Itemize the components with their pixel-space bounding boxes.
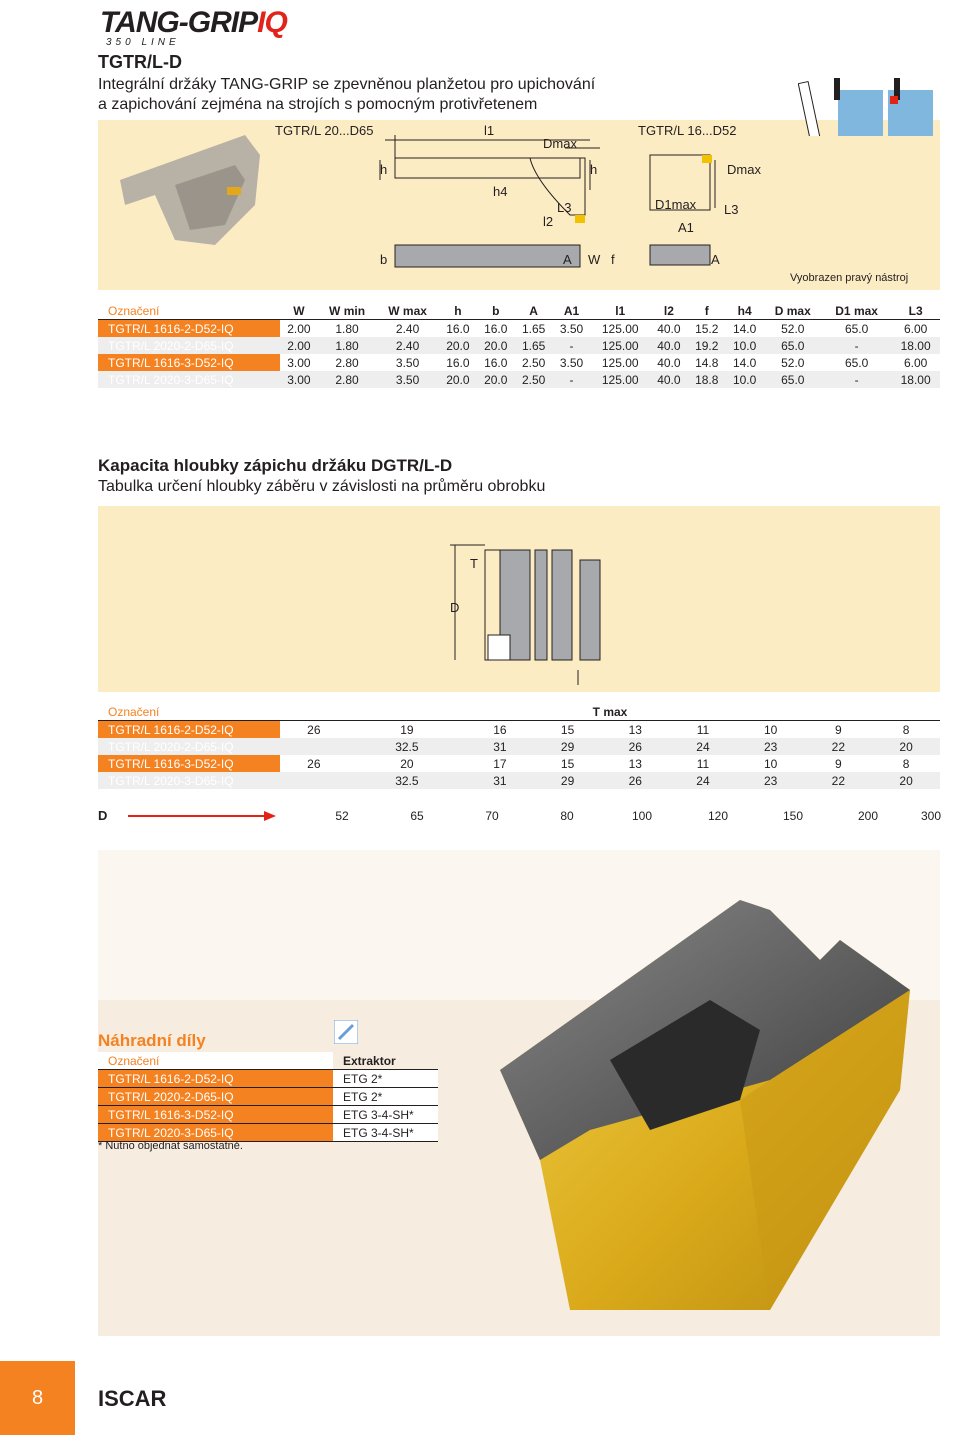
- dim-label: Dmax: [727, 162, 761, 177]
- value-cell: 11: [696, 722, 710, 737]
- d-scale-value: 200: [857, 809, 879, 823]
- value-cell: 2.80: [318, 371, 376, 388]
- diameter-scale: [98, 806, 940, 826]
- value-cell: 2.50: [521, 355, 546, 370]
- value-cell: 26: [307, 756, 321, 771]
- product-code-cell: TGTR/L 2020-2-D65-IQ: [98, 337, 280, 354]
- value-cell: 65.0: [764, 337, 822, 354]
- page-number: 8: [0, 1361, 75, 1435]
- value-cell: 20: [872, 772, 940, 789]
- d-scale-value: 65: [410, 809, 424, 823]
- product-code-cell: TGTR/L 2020-2-D65-IQ: [98, 1088, 333, 1106]
- header-cell: W: [293, 303, 305, 318]
- tmax-row: [98, 755, 940, 772]
- tmax-row: [98, 721, 940, 739]
- value-cell: 15: [560, 756, 575, 771]
- header-cell: Označení: [98, 1052, 333, 1070]
- value-cell: 24: [669, 738, 737, 755]
- tmax-row: [98, 738, 940, 755]
- value-cell: -: [822, 371, 891, 388]
- value-cell: 13: [628, 756, 642, 771]
- value-cell: 3.50: [559, 355, 584, 370]
- spec-row: [98, 337, 940, 354]
- extractor-cell: ETG 2*: [333, 1088, 438, 1106]
- value-cell: 22: [805, 772, 873, 789]
- value-cell: 17: [493, 756, 507, 771]
- d-scale-value: 70: [485, 809, 499, 823]
- value-cell: 2.00: [280, 337, 318, 354]
- value-cell: 20: [872, 738, 940, 755]
- spec-header-row: [98, 302, 940, 320]
- value-cell: 52.0: [781, 321, 805, 336]
- dim-label: l1: [484, 123, 495, 138]
- value-cell: 10.0: [726, 371, 764, 388]
- dim-label: A1: [678, 220, 694, 235]
- value-cell: 2.40: [376, 337, 439, 354]
- value-cell: 3.50: [559, 321, 584, 336]
- spec-row: [98, 354, 940, 371]
- header-cell: A: [529, 303, 538, 318]
- dim-label: l2: [543, 214, 554, 229]
- parts-title: Náhradní díly: [98, 1031, 206, 1050]
- value-cell: 52.0: [781, 355, 805, 370]
- header-cell: l1: [615, 303, 626, 318]
- value-cell: 14.0: [732, 355, 757, 370]
- product-code-cell: TGTR/L 2020-2-D65-IQ: [98, 738, 280, 755]
- value-cell: 1.65: [521, 321, 546, 336]
- value-cell: 40.0: [650, 337, 688, 354]
- dim-label: h4: [493, 184, 508, 199]
- value-cell: 10.0: [726, 337, 764, 354]
- drawing-label-left: TGTR/L 20...D65: [275, 123, 374, 138]
- extractor-icon: [334, 1020, 358, 1044]
- value-cell: 14.0: [732, 321, 757, 336]
- parts-row: [98, 1106, 438, 1124]
- d-scale-value: 120: [707, 809, 729, 823]
- header-cell: h4: [737, 303, 752, 318]
- value-cell: 19: [400, 722, 414, 737]
- value-cell: 16.0: [484, 321, 508, 336]
- value-cell: 19.2: [688, 337, 726, 354]
- value-cell: 16.0: [484, 355, 508, 370]
- value-cell: 2.00: [287, 321, 311, 336]
- parts-row: [98, 1070, 438, 1088]
- value-cell: 18.8: [688, 371, 726, 388]
- page-title: TGTR/L-D: [98, 52, 182, 72]
- product-code-cell: TGTR/L 1616-2-D52-IQ: [98, 320, 280, 338]
- value-cell: 8: [902, 756, 910, 771]
- value-cell: 9: [835, 756, 842, 771]
- extractor-cell: ETG 2*: [333, 1070, 438, 1088]
- value-cell: 13: [628, 722, 642, 737]
- value-cell: 26: [601, 772, 669, 789]
- value-cell: 26: [307, 722, 321, 737]
- section-subtitle: Tabulka určení hloubky záběru v závislosti na průměru obrobku: [98, 478, 546, 495]
- product-code-cell: TGTR/L 2020-3-D65-IQ: [98, 772, 280, 789]
- value-cell: 11: [696, 756, 710, 771]
- value-cell: [280, 772, 348, 789]
- product-code-cell: TGTR/L 1616-3-D52-IQ: [98, 755, 280, 772]
- value-cell: 3.00: [280, 371, 318, 388]
- dim-label: f: [611, 252, 615, 267]
- dim-label: h: [590, 162, 598, 177]
- value-cell: 3.50: [376, 371, 439, 388]
- tang-grip-logo: TANG-GRIPIQ 350 LINE: [100, 6, 287, 48]
- product-code-cell: TGTR/L 1616-2-D52-IQ: [98, 721, 280, 739]
- value-cell: 29: [534, 772, 602, 789]
- d-scale-value: 150: [782, 809, 804, 823]
- intro-text: Integrální držáky TANG-GRIP se zpevněnou planžetou pro upichování a zapichování zejména na strojích s pomocným protivřetenem: [98, 76, 596, 113]
- value-cell: 22: [805, 738, 873, 755]
- drawing-label-right: TGTR/L 16...D52: [638, 123, 737, 138]
- value-cell: 3.00: [287, 355, 311, 370]
- depth-label-d: D: [450, 600, 460, 615]
- grooving-insert-image: [440, 880, 920, 1320]
- value-cell: 14.8: [695, 355, 719, 370]
- d-scale-value: 80: [560, 809, 574, 823]
- extractor-cell: ETG 3-4-SH*: [333, 1106, 438, 1124]
- dim-label: A: [563, 252, 572, 267]
- value-cell: 125.00: [590, 371, 650, 388]
- d-scale-value: 300: [920, 809, 942, 823]
- value-cell: 1.65: [515, 337, 553, 354]
- iscar-logo: ISCAR: [98, 1386, 167, 1411]
- dim-label: b: [380, 252, 388, 267]
- value-cell: 1.80: [318, 337, 376, 354]
- value-cell: 10: [763, 722, 778, 737]
- right-hand-tool-icon: [798, 78, 938, 136]
- dim-label: W: [588, 252, 601, 267]
- depth-diagram: [440, 540, 620, 690]
- value-cell: -: [553, 371, 591, 388]
- value-cell: 16: [493, 722, 507, 737]
- value-cell: 24: [669, 772, 737, 789]
- value-cell: 10: [763, 756, 778, 771]
- value-cell: 32.5: [348, 738, 466, 755]
- value-cell: 6.00: [903, 321, 928, 336]
- value-cell: 16.0: [446, 321, 470, 336]
- parts-row: [98, 1088, 438, 1106]
- value-cell: 8: [902, 722, 910, 737]
- header-cell: T max: [592, 704, 628, 719]
- value-cell: 65.0: [764, 371, 822, 388]
- product-code-cell: TGTR/L 1616-2-D52-IQ: [98, 1070, 333, 1088]
- header-cell: D1 max: [835, 303, 878, 318]
- d-scale-value: 52: [335, 809, 349, 823]
- d-scale-value: 100: [631, 809, 653, 823]
- header-cell: f: [704, 303, 709, 318]
- tool-holder-photo: [115, 125, 265, 265]
- product-code-cell: TGTR/L 2020-3-D65-IQ: [98, 1124, 333, 1142]
- value-cell: 20: [400, 756, 414, 771]
- value-cell: 20.0: [439, 337, 477, 354]
- parts-header-row: [98, 1052, 438, 1070]
- header-cell: D max: [774, 303, 811, 318]
- red-arrow-icon: [128, 809, 278, 823]
- value-cell: 15.2: [695, 321, 719, 336]
- value-cell: -: [822, 337, 891, 354]
- value-cell: 26: [601, 738, 669, 755]
- value-cell: 65.0: [844, 355, 869, 370]
- value-cell: 20.0: [439, 371, 477, 388]
- value-cell: 20.0: [477, 371, 515, 388]
- value-cell: 2.80: [335, 355, 359, 370]
- dim-label: L3: [557, 200, 572, 215]
- spec-row: [98, 320, 940, 338]
- header-cell: l2: [663, 303, 674, 318]
- tmax-table: [98, 703, 940, 789]
- header-cell: h: [454, 303, 462, 318]
- spec-row: [98, 371, 940, 388]
- value-cell: [280, 738, 348, 755]
- value-cell: 1.80: [335, 321, 359, 336]
- technical-drawing: [270, 120, 940, 290]
- dim-label: Dmax: [543, 136, 577, 151]
- header-cell: W min: [329, 303, 366, 318]
- product-code-cell: TGTR/L 1616-3-D52-IQ: [98, 1106, 333, 1124]
- header-cell: Označení: [98, 302, 280, 320]
- value-cell: 29: [534, 738, 602, 755]
- value-cell: 6.00: [903, 355, 928, 370]
- value-cell: 18.00: [891, 337, 940, 354]
- parts-row: [98, 1124, 438, 1142]
- value-cell: 3.50: [395, 355, 420, 370]
- extractor-cell: ETG 3-4-SH*: [333, 1124, 438, 1142]
- value-cell: 65.0: [844, 321, 869, 336]
- header-cell: Označení: [98, 703, 280, 721]
- d-scale-label: D: [98, 808, 108, 823]
- value-cell: 23: [737, 738, 805, 755]
- section-title: Kapacita hloubky zápichu držáku DGTR/L-D: [98, 456, 453, 475]
- value-cell: 18.00: [891, 371, 940, 388]
- dim-label: h: [380, 162, 388, 177]
- dim-label: D1max: [655, 197, 697, 212]
- parts-table: [98, 1052, 438, 1142]
- value-cell: 16.0: [446, 355, 470, 370]
- value-cell: 40.0: [650, 371, 688, 388]
- value-cell: 2.50: [515, 371, 553, 388]
- depth-label-t: T: [470, 556, 478, 571]
- dim-label: A: [711, 252, 720, 267]
- value-cell: 2.40: [395, 321, 420, 336]
- header-cell: b: [492, 303, 500, 318]
- product-code-cell: TGTR/L 1616-3-D52-IQ: [98, 354, 280, 371]
- dim-label: L3: [724, 202, 739, 217]
- value-cell: -: [553, 337, 591, 354]
- value-cell: 23: [737, 772, 805, 789]
- value-cell: 40.0: [657, 321, 681, 336]
- tmax-row: [98, 772, 940, 789]
- value-cell: 125.00: [601, 321, 639, 336]
- header-cell: L3: [908, 303, 923, 318]
- header-cell: A1: [563, 303, 580, 318]
- value-cell: 125.00: [590, 337, 650, 354]
- footnote: * Nutno objednat samostatně.: [98, 1140, 243, 1152]
- value-cell: 125.00: [601, 355, 639, 370]
- value-cell: 31: [466, 738, 534, 755]
- product-code-cell: TGTR/L 2020-3-D65-IQ: [98, 371, 280, 388]
- value-cell: 31: [466, 772, 534, 789]
- spec-table: [98, 302, 940, 388]
- header-cell: Extraktor: [343, 1053, 396, 1068]
- value-cell: 20.0: [477, 337, 515, 354]
- value-cell: 9: [835, 722, 842, 737]
- header-cell: W max: [388, 303, 427, 318]
- value-cell: 32.5: [348, 772, 466, 789]
- tmax-header-row: [98, 703, 940, 721]
- value-cell: 15: [560, 722, 575, 737]
- figure-caption: Vyobrazen pravý nástroj: [790, 272, 909, 284]
- value-cell: 40.0: [657, 355, 681, 370]
